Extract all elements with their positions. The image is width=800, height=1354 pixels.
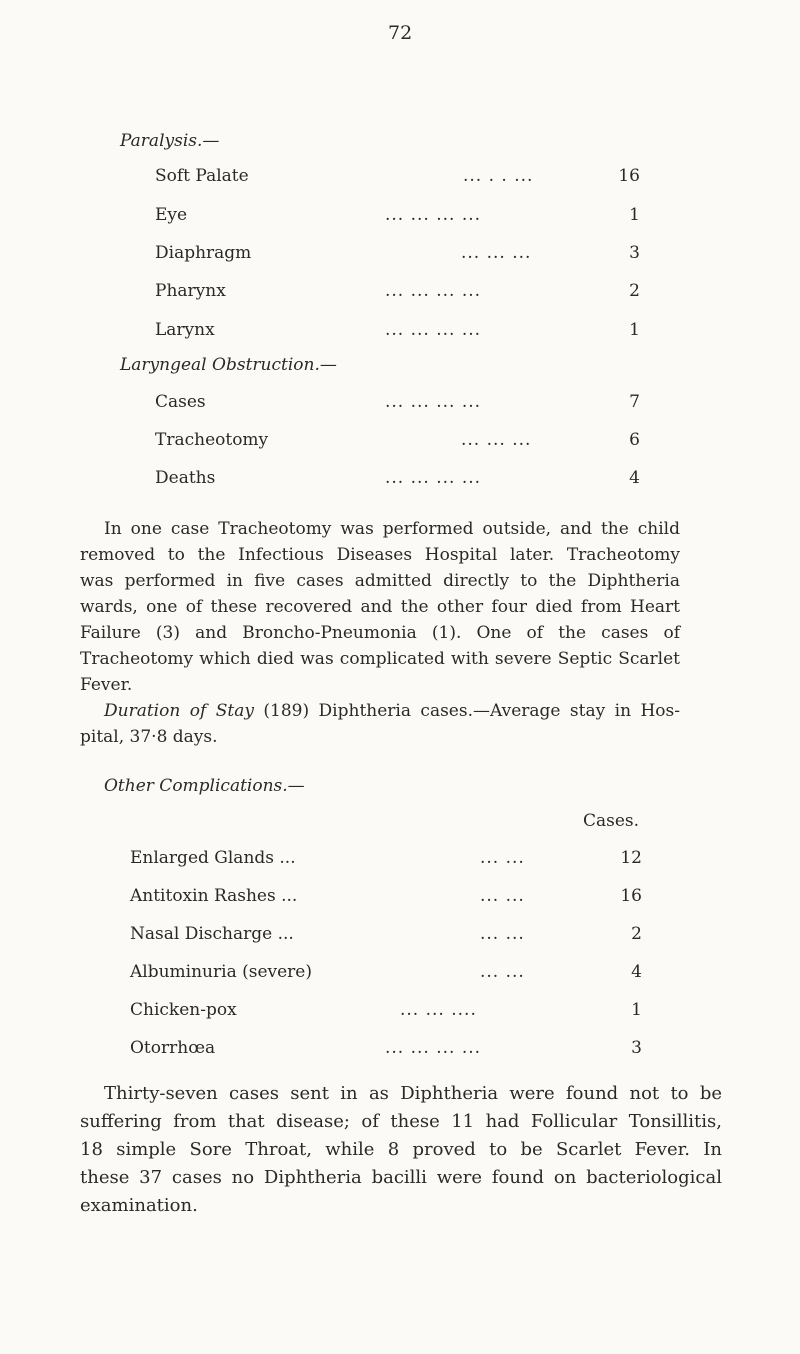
row-leader-dots: ... ... ... ... xyxy=(385,392,482,412)
paragraph-line: these 37 cases no Diphtheria bacilli were found on bacteriological xyxy=(80,1167,722,1188)
row-label: Larynx xyxy=(155,320,215,340)
row-label: Pharynx xyxy=(155,281,226,301)
row-leader-dots: ... ... xyxy=(480,962,525,982)
row-value: 7 xyxy=(629,392,640,412)
laryngeal-heading: Laryngeal Obstruction.— xyxy=(120,355,337,375)
paragraph-line: Failure (3) and Broncho-Pneumonia (1). One of the cases of xyxy=(80,623,680,643)
row-value: 4 xyxy=(629,468,640,488)
row-value: 12 xyxy=(620,848,642,868)
row-label: Otorrhœa xyxy=(130,1038,216,1058)
paragraph-line: wards, one of these recovered and the other four died from Heart xyxy=(80,597,680,617)
paragraph-line: suffering from that disease; of these 11 had Follicular Tonsillitis, xyxy=(80,1111,722,1132)
row-leader-dots: ... ... ... ... xyxy=(385,468,482,488)
row-value: 1 xyxy=(631,1000,642,1020)
duration-text: (189) Diphtheria cases.—Average stay in Hos- xyxy=(253,701,681,721)
row-leader-dots: ... ... ... ... xyxy=(385,205,482,225)
row-leader-dots: ... ... xyxy=(480,886,525,906)
paragraph-line: 18 simple Sore Throat, while 8 proved to be Scarlet Fever. In xyxy=(80,1139,722,1160)
row-value: 2 xyxy=(629,281,640,301)
row-label: Eye xyxy=(155,205,188,225)
row-value: 3 xyxy=(629,243,640,263)
diphtheria-findings-paragraph xyxy=(80,1080,722,1220)
row-leader-dots: ... ... ... ... xyxy=(385,281,482,301)
row-label: Soft Palate xyxy=(155,166,249,186)
row-label: Deaths xyxy=(155,468,216,488)
row-label: Cases xyxy=(155,392,206,412)
paragraph-line: examination. xyxy=(80,1195,198,1216)
row-leader-dots: ... . . ... xyxy=(463,166,534,186)
row-label: Chicken-pox xyxy=(130,1000,237,1020)
paragraph-line xyxy=(80,698,680,724)
row-value: 1 xyxy=(629,320,640,340)
row-value: 4 xyxy=(631,962,642,982)
paragraph-line: removed to the Infectious Diseases Hospital later. Tracheotomy xyxy=(80,545,680,565)
paragraph-line: Fever. xyxy=(80,675,133,695)
row-value: 6 xyxy=(629,430,640,450)
row-value: 16 xyxy=(620,886,642,906)
paragraph-line: Tracheotomy which died was complicated with severe Septic Scarlet xyxy=(80,649,680,669)
row-label: Enlarged Glands ... xyxy=(130,848,296,868)
cases-column-header: Cases. xyxy=(583,811,640,831)
paragraph-line: was performed in five cases admitted directly to the Diphtheria xyxy=(80,571,680,591)
row-leader-dots: ... ... ... xyxy=(461,430,532,450)
row-label: Tracheotomy xyxy=(155,430,269,450)
row-value: 2 xyxy=(631,924,642,944)
duration-paragraph xyxy=(80,698,680,750)
paragraph-line: Thirty-seven cases sent in as Diphtheria were found not to be xyxy=(104,1083,722,1104)
row-leader-dots: ... ... .... xyxy=(400,1000,477,1020)
page-number: 72 xyxy=(388,22,413,44)
row-leader-dots: ... ... ... xyxy=(461,243,532,263)
row-label: Diaphragm xyxy=(155,243,252,263)
row-value: 1 xyxy=(629,205,640,225)
paragraph-line: pital, 37·8 days. xyxy=(80,727,218,747)
paragraph-line: In one case Tracheotomy was performed outside, and the child xyxy=(104,519,680,539)
row-value: 16 xyxy=(618,166,640,186)
other-complications-heading: Other Complications.— xyxy=(104,776,305,796)
row-value: 3 xyxy=(631,1038,642,1058)
row-label: Albuminuria (severe) xyxy=(130,962,313,982)
tracheotomy-paragraph xyxy=(80,516,680,698)
row-label: Antitoxin Rashes ... xyxy=(130,886,298,906)
row-leader-dots: ... ... xyxy=(480,848,525,868)
row-leader-dots: ... ... ... ... xyxy=(385,1038,482,1058)
paralysis-heading: Paralysis.— xyxy=(120,131,220,151)
row-label: Nasal Discharge ... xyxy=(130,924,294,944)
row-leader-dots: ... ... ... ... xyxy=(385,320,482,340)
row-leader-dots: ... ... xyxy=(480,924,525,944)
duration-heading: Duration of Stay xyxy=(104,701,254,721)
